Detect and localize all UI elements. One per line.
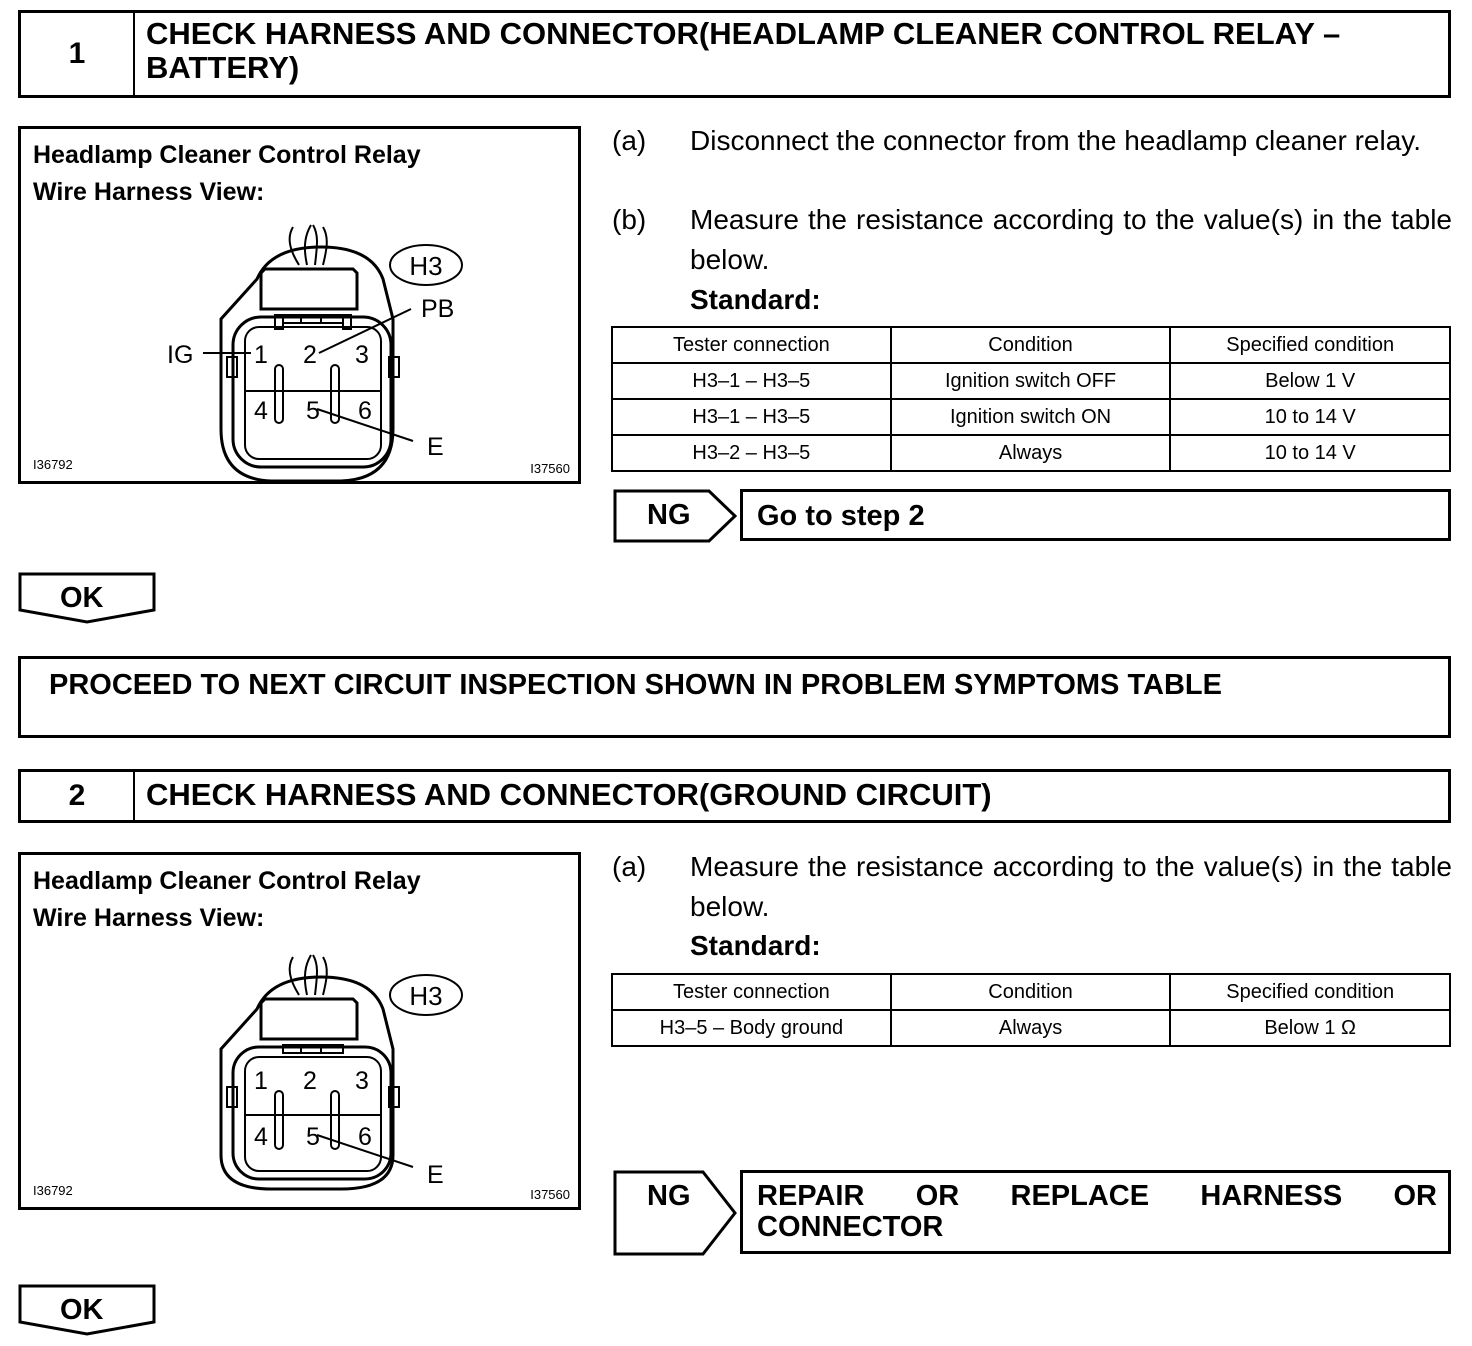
- step1-spec-table: [611, 326, 1451, 472]
- table-cell: Always: [891, 435, 1171, 471]
- table-cell: 10 to 14 V: [1170, 435, 1450, 471]
- instruction-text: Measure the resistance according to the value(s) in the table below.: [690, 204, 1452, 275]
- label-pb: PB: [421, 295, 455, 323]
- step1-header: [18, 10, 1451, 98]
- table-cell: H3–5 – Body ground: [612, 1010, 891, 1046]
- table-row: [612, 363, 1450, 399]
- figure-title-line2: Wire Harness View:: [33, 178, 265, 206]
- step2-header: [18, 769, 1451, 823]
- table-row: [612, 435, 1450, 471]
- standard-label: Standard:: [690, 930, 821, 961]
- ok-label: OK: [60, 582, 104, 614]
- table-cell: Always: [891, 1010, 1171, 1046]
- ok-label: OK: [60, 1294, 104, 1326]
- ng-label: NG: [647, 499, 691, 531]
- figure-title-line2: Wire Harness View:: [33, 904, 265, 932]
- pin-5: 5: [306, 1123, 320, 1151]
- step1-ok-arrow: [18, 572, 156, 624]
- table-row: [612, 399, 1450, 435]
- table-header: Specified condition: [1170, 327, 1450, 363]
- step1-instruction-b: [612, 200, 1452, 280]
- step2-spec-table: [611, 973, 1451, 1047]
- step2-title: CHECK HARNESS AND CONNECTOR(GROUND CIRCUIT): [146, 777, 992, 812]
- table-cell: Ignition switch OFF: [891, 363, 1171, 399]
- instruction-label: (a): [612, 125, 647, 156]
- step2-ng-arrow: [613, 1170, 739, 1256]
- step2-instruction-a: [612, 847, 1452, 927]
- table-header: Tester connection: [612, 327, 891, 363]
- connector-id: H3: [409, 981, 443, 1011]
- ng-result-text: Go to step 2: [757, 500, 925, 532]
- ng-label: NG: [647, 1180, 691, 1212]
- table-cell: H3–1 – H3–5: [612, 363, 891, 399]
- table-header-row: [612, 327, 1450, 363]
- step1-ng-arrow: [613, 489, 739, 543]
- pin-6: 6: [358, 397, 372, 425]
- table-cell: Below 1 V: [1170, 363, 1450, 399]
- table-header: Specified condition: [1170, 974, 1450, 1010]
- connector-id: H3: [409, 251, 443, 281]
- connector-diagram: [21, 855, 578, 1207]
- connector-diagram: [21, 129, 578, 481]
- figure-code-left: I36792: [33, 457, 73, 472]
- step1-number: 1: [21, 13, 135, 95]
- table-cell: Below 1 Ω: [1170, 1010, 1450, 1046]
- pin-2: 2: [303, 341, 317, 369]
- figure-title-line1: Headlamp Cleaner Control Relay: [33, 141, 421, 169]
- instruction-text: Disconnect the connector from the headlamp cleaner relay.: [690, 125, 1421, 156]
- figure-code-right: I37560: [530, 461, 570, 476]
- step2-ok-arrow: [18, 1284, 156, 1336]
- table-header: Tester connection: [612, 974, 891, 1010]
- pin-4: 4: [254, 397, 268, 425]
- step2-number: 2: [21, 772, 135, 820]
- figure-title-line1: Headlamp Cleaner Control Relay: [33, 867, 421, 895]
- step2-figure: [18, 852, 581, 1210]
- figure-code-left: I36792: [33, 1183, 73, 1198]
- pin-3: 3: [355, 1067, 369, 1095]
- pin-1: 1: [254, 341, 268, 369]
- step2-ng-result: [740, 1170, 1451, 1254]
- pin-2: 2: [303, 1067, 317, 1095]
- ng-result-text: REPAIR OR REPLACE HARNESS OR CONNECTOR: [757, 1180, 1437, 1243]
- pin-4: 4: [254, 1123, 268, 1151]
- label-ig: IG: [167, 341, 194, 369]
- instruction-label: (a): [612, 851, 647, 882]
- instruction-text: Measure the resistance according to the value(s) in the table below.: [690, 851, 1452, 922]
- step1-ng-result: [740, 489, 1451, 541]
- step1-title: CHECK HARNESS AND CONNECTOR(HEADLAMP CLEANER CONTROL RELAY – BATTERY): [146, 16, 1341, 85]
- proceed-text: PROCEED TO NEXT CIRCUIT INSPECTION SHOWN IN PROBLEM SYMPTOMS TABLE: [49, 669, 1222, 701]
- table-row: [612, 1010, 1450, 1046]
- pin-6: 6: [358, 1123, 372, 1151]
- label-e: E: [427, 1161, 444, 1189]
- table-header: Condition: [891, 327, 1171, 363]
- standard-label: Standard:: [690, 284, 821, 315]
- table-cell: 10 to 14 V: [1170, 399, 1450, 435]
- table-cell: Ignition switch ON: [891, 399, 1171, 435]
- pin-1: 1: [254, 1067, 268, 1095]
- step1-instruction-a: [612, 121, 1452, 201]
- pin-5: 5: [306, 397, 320, 425]
- proceed-box: [18, 656, 1451, 738]
- label-e: E: [427, 433, 444, 461]
- pin-3: 3: [355, 341, 369, 369]
- instruction-label: (b): [612, 204, 647, 235]
- step1-figure: [18, 126, 581, 484]
- table-cell: H3–1 – H3–5: [612, 399, 891, 435]
- table-header-row: [612, 974, 1450, 1010]
- figure-code-right: I37560: [530, 1187, 570, 1202]
- table-header: Condition: [891, 974, 1171, 1010]
- table-cell: H3–2 – H3–5: [612, 435, 891, 471]
